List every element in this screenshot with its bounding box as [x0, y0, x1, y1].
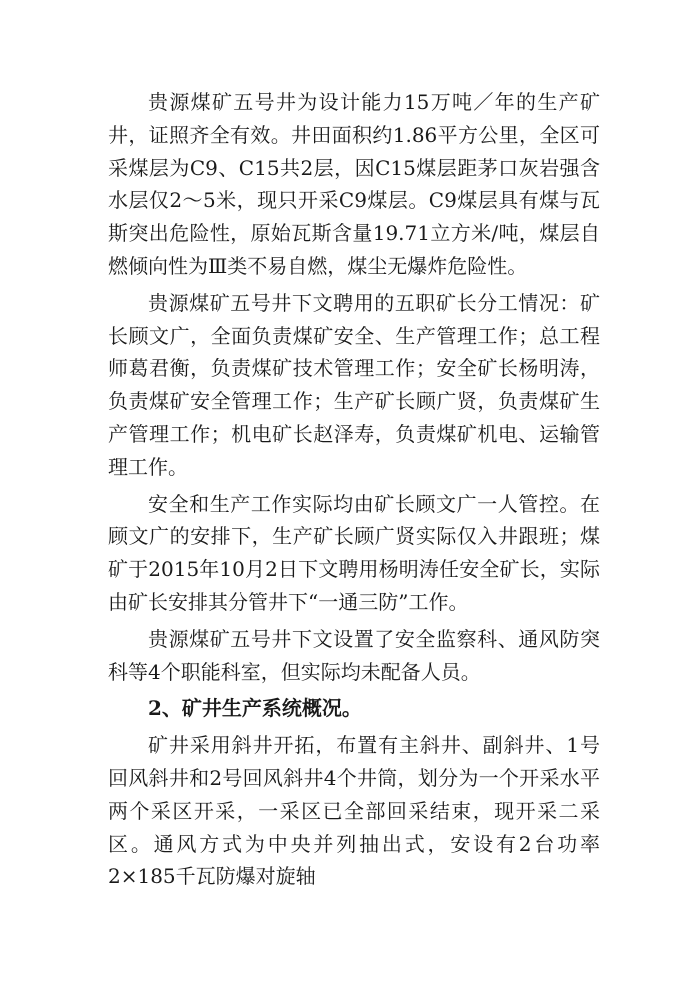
section-heading: 2、矿井生产系统概况。: [148, 696, 362, 721]
paragraph-production-system: 矿井采用斜井开拓，布置有主斜井、副斜井、1号回风斜井和2号回风斜井4个井筒，划分为一个开采水平两个采区开采，一采区已全部回采结束，现开采二采区。通风方式为中央并列抽出式，安设有2台功率2×185千瓦防爆对旋轴: [108, 733, 600, 889]
document-body: [108, 86, 600, 897]
paragraph-actual-control: 安全和生产工作实际均由矿长顾文广一人管控。在顾文广的安排下，生产矿长顾广贤实际仅入井跟班；煤矿于2015年10月2日下文聘用杨明涛任安全矿长，实际由矿长安排其分管井下“一通三防”工作。: [108, 491, 600, 614]
paragraph-departments: 贵源煤矿五号井下文设置了安全监察科、通风防突科等4个职能科室，但实际均未配备人员。: [108, 626, 600, 684]
paragraph-mine-overview: 贵源煤矿五号井为设计能力15万吨／年的生产矿井，证照齐全有效。井田面积约1.86平方公里，全区可采煤层为C9、C15共2层，因C15煤层距茅口灰岩强含水层仅2～5米，现只开采C9煤层。C9煤层具有煤与瓦斯突出危险性，原始瓦斯含量19.71立方米/吨，煤层自燃倾向性为Ⅲ类不易自燃，煤尘无爆炸危险性。: [108, 90, 600, 278]
paragraph-mine-managers: 贵源煤矿五号井下文聘用的五职矿长分工情况：矿长顾文广，全面负责煤矿安全、生产管理工作；总工程师葛君衡，负责煤矿技术管理工作；安全矿长杨明涛，负责煤矿安全管理工作；生产矿长顾广贤，负责煤矿生产管理工作；机电矿长赵泽寿，负责煤矿机电、运输管理工作。: [108, 290, 600, 479]
